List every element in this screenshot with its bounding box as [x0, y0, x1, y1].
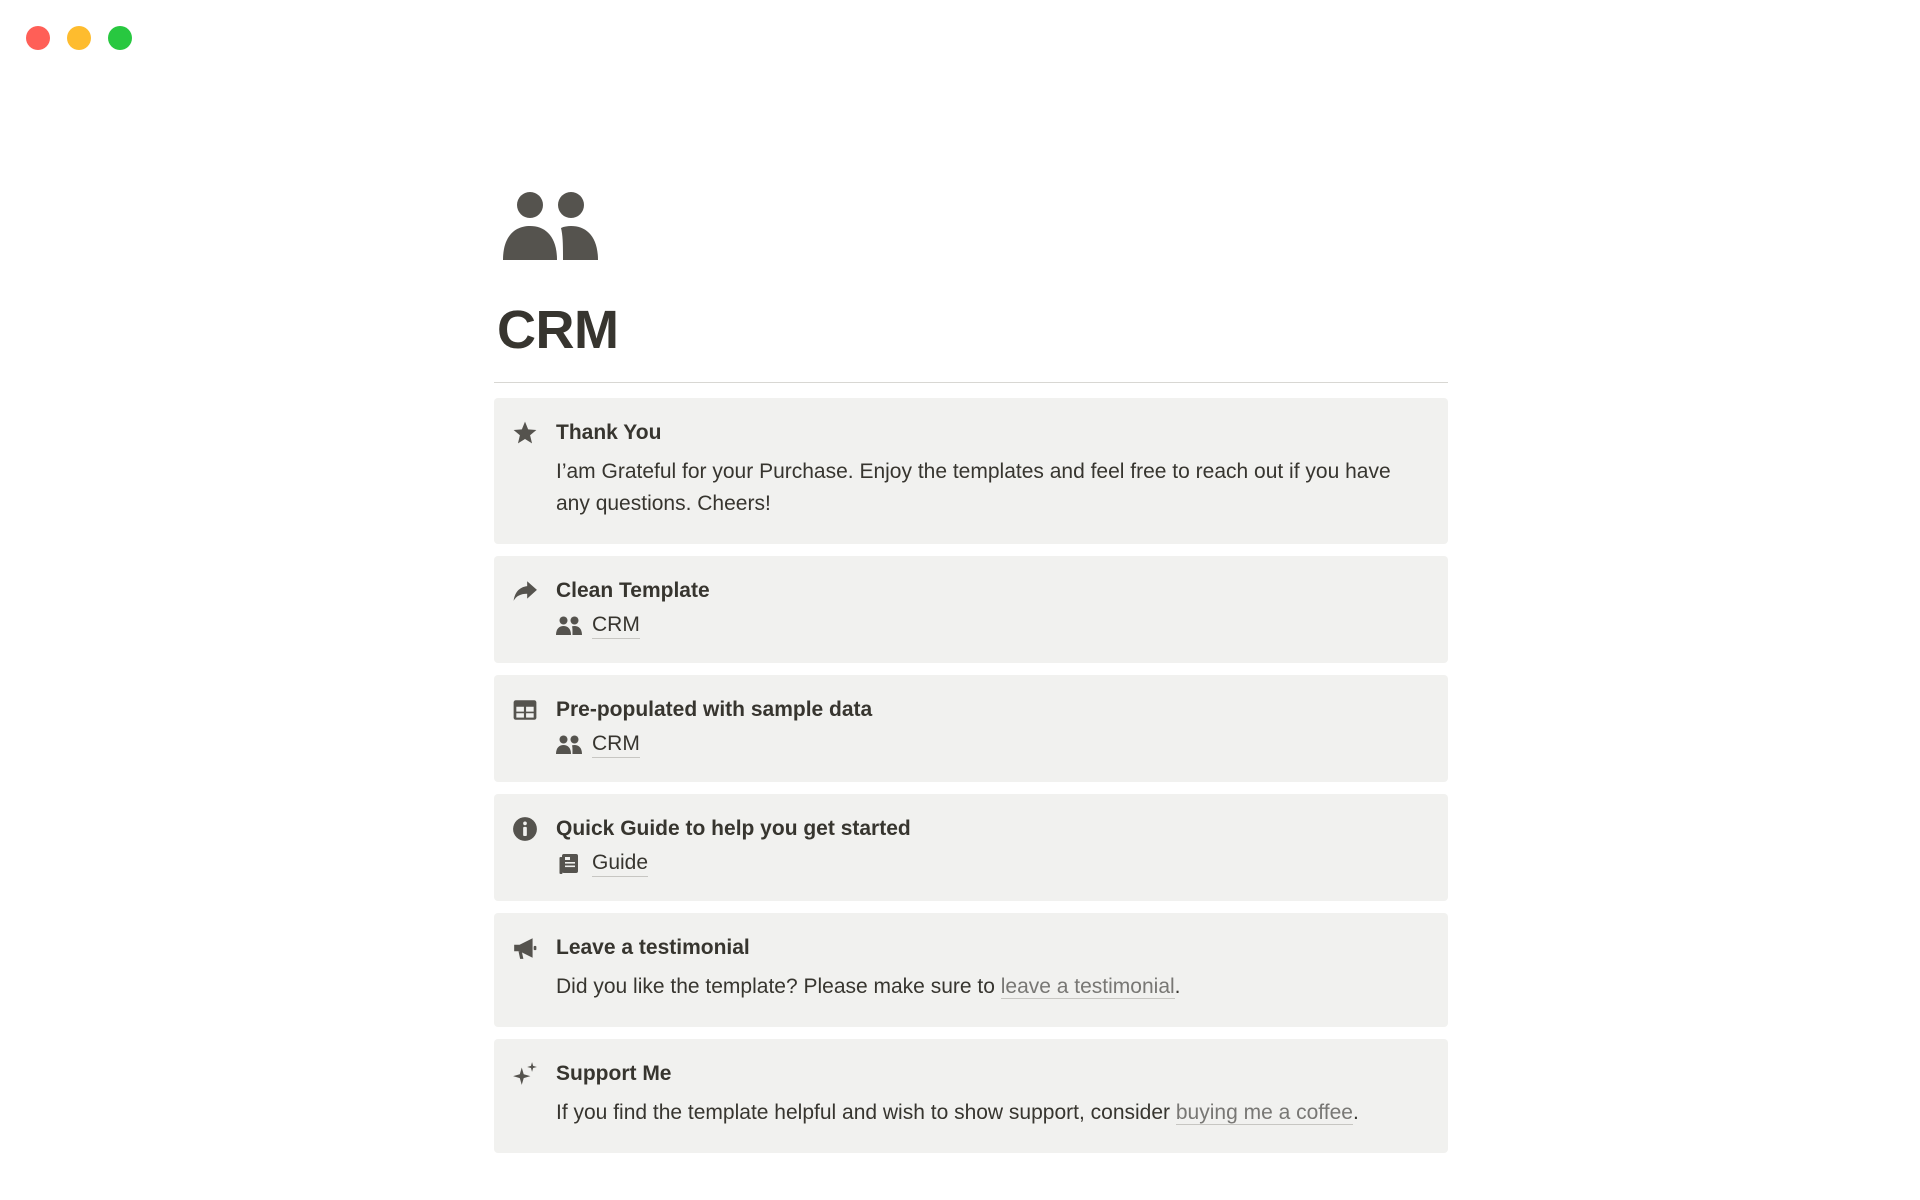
close-window-button[interactable] [26, 26, 50, 50]
callout-body [556, 971, 1424, 1003]
page-link-label[interactable]: CRM [592, 612, 640, 639]
page-link-label[interactable]: CRM [592, 731, 640, 758]
table-icon [512, 697, 538, 723]
coffee-link[interactable]: buying me a coffee [1175, 1101, 1353, 1124]
minimize-window-button[interactable] [67, 26, 91, 50]
callout-title: Clean Template [556, 579, 710, 602]
window-controls [26, 26, 132, 50]
body-text: If you find the template helpful and wish to show support, consider [556, 1101, 1176, 1124]
callout-sample-data [494, 675, 1448, 782]
body-suffix: . [1352, 1101, 1359, 1124]
testimonial-link[interactable]: leave a testimonial [1000, 975, 1175, 998]
megaphone-icon [512, 935, 538, 961]
callout-support-me [494, 1039, 1448, 1153]
sparkles-icon [512, 1061, 538, 1087]
callout-list [494, 398, 1448, 1165]
callout-body [556, 1097, 1424, 1129]
info-icon [512, 816, 538, 842]
people-icon [556, 734, 582, 756]
people-icon [556, 615, 582, 637]
callout-title: Leave a testimonial [556, 936, 750, 959]
body-suffix: . [1174, 975, 1181, 998]
body-text: Did you like the template? Please make sure to [556, 975, 1001, 998]
callout-thank-you [494, 398, 1448, 544]
callout-clean-template [494, 556, 1448, 663]
title-divider [494, 382, 1448, 383]
page-link-label[interactable]: Guide [592, 850, 648, 877]
zoom-window-button[interactable] [108, 26, 132, 50]
page-title: CRM [497, 300, 619, 360]
book-icon [556, 853, 582, 875]
callout-testimonial [494, 913, 1448, 1027]
page-link-crm[interactable] [556, 612, 1424, 639]
callout-quick-guide [494, 794, 1448, 901]
callout-title: Pre-populated with sample data [556, 698, 873, 721]
callout-body: I’am Grateful for your Purchase. Enjoy the templates and feel free to reach out if you have any questions. Cheers! [556, 460, 1391, 515]
page-link-guide[interactable] [556, 850, 1424, 877]
star-icon [512, 420, 538, 446]
page-link-crm[interactable] [556, 731, 1424, 758]
people-icon[interactable] [503, 190, 599, 260]
callout-title: Thank You [556, 421, 662, 444]
callout-title: Support Me [556, 1062, 672, 1085]
share-arrow-icon [512, 578, 538, 604]
callout-title: Quick Guide to help you get started [556, 817, 911, 840]
